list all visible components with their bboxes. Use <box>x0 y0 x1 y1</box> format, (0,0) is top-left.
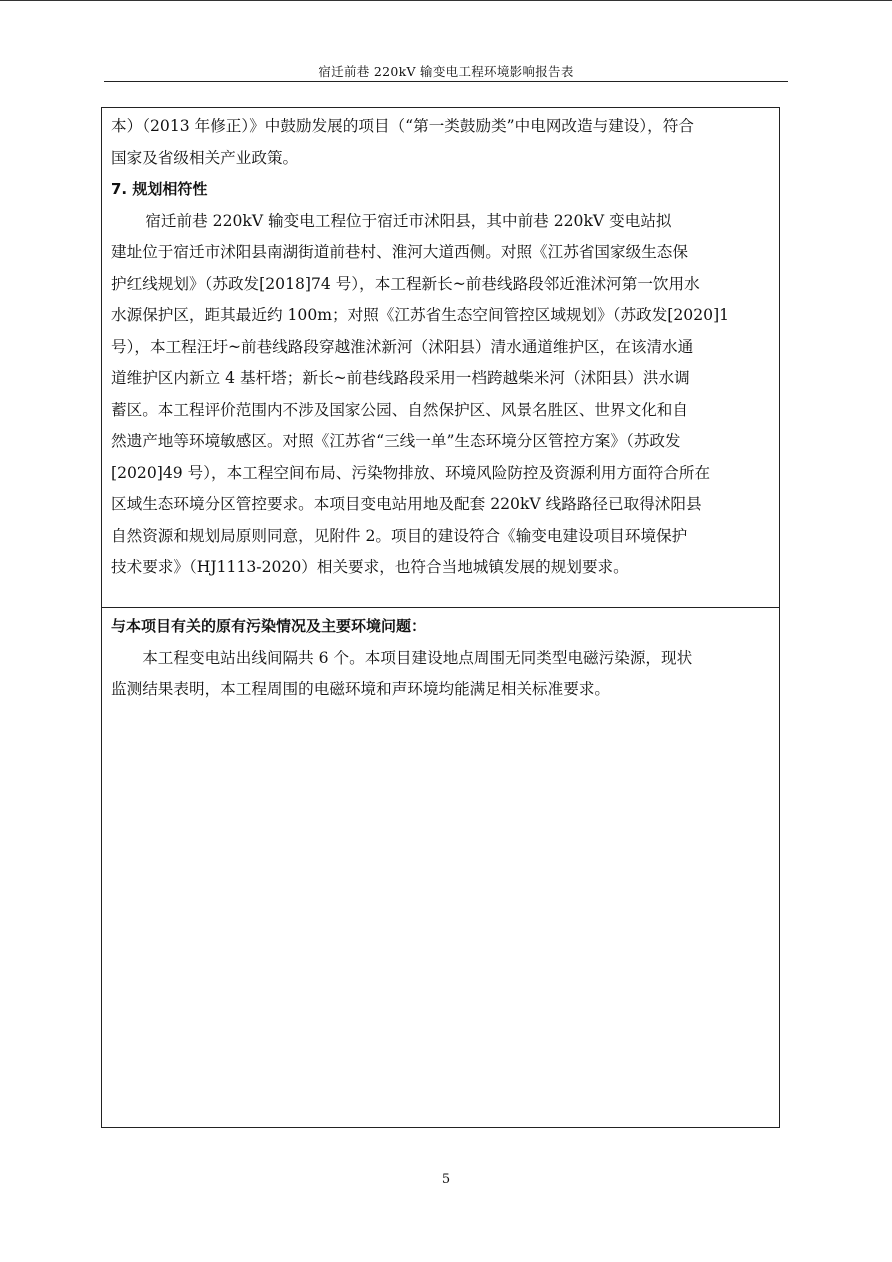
header-rule <box>104 81 788 82</box>
planning-para-line: 区域生态环境分区管控要求。本项目变电站用地及配套 220kV 线路路径已取得沭阳县 <box>111 495 702 513</box>
existing-pollution-heading: 与本项目有关的原有污染情况及主要环境问题： <box>111 617 427 635</box>
intro-line: 国家及省级相关产业政策。 <box>111 148 299 167</box>
planning-para-line: 宿迁前巷 220kV 输变电工程位于宿迁市沭阳县，其中前巷 220kV 变电站拟 <box>145 211 672 230</box>
planning-para-line: 水源保护区，距其最近约 100m；对照《江苏省生态空间管控区域规划》（苏政发[2020]1 <box>111 306 730 324</box>
intro-line: 本）（2013 年修正）》中鼓励发展的项目（“第一类鼓励类”中电网改造与建设），符合 <box>111 117 694 135</box>
policy-compliance-cell <box>101 107 780 608</box>
page-header-title: 宿迁前巷 220kV 输变电工程环境影响报告表 <box>318 64 574 79</box>
existing-pollution-cell <box>101 607 780 1128</box>
existing-pollution-para-line: 本工程变电站出线间隔共 6 个。本项目建设地点周围无同类型电磁污染源，现状 <box>142 648 693 667</box>
planning-para-line: 建址位于宿迁市沭阳县南湖街道前巷村、淮河大道西侧。对照《江苏省国家级生态保 <box>111 243 688 261</box>
planning-para-line: 护红线规划》（苏政发[2018]74 号），本工程新长~前巷线路段邻近淮沭河第一饮用水 <box>111 274 700 293</box>
planning-para-line: 号），本工程汪圩~前巷线路段穿越淮沭新河（沭阳县）清水通道维护区，在该清水通 <box>111 337 694 356</box>
existing-pollution-content <box>111 611 771 706</box>
page-number: 5 <box>441 1172 451 1187</box>
planning-heading: 7. 规划相符性 <box>111 180 208 198</box>
planning-para-line: 技术要求》（HJ1113-2020）相关要求，也符合当地城镇发展的规划要求。 <box>111 558 629 576</box>
page-top-border <box>0 0 892 1</box>
policy-compliance-content <box>111 111 771 584</box>
planning-para-line: 然遗产地等环境敏感区。对照《江苏省“三线一单”生态环境分区管控方案》（苏政发 <box>111 432 681 450</box>
planning-para-line: 蓄区。本工程评价范围内不涉及国家公园、自然保护区、风景名胜区、世界文化和自 <box>111 400 688 419</box>
existing-pollution-para-line: 监测结果表明，本工程周围的电磁环境和声环境均能满足相关标准要求。 <box>111 680 611 698</box>
planning-para-line: 自然资源和规划局原则同意，见附件 2。项目的建设符合《输变电建设项目环境保护 <box>111 526 688 545</box>
planning-para-line: 道维护区内新立 4 基杆塔；新长~前巷线路段采用一档跨越柴米河（沭阳县）洪水调 <box>111 369 690 387</box>
planning-para-line: [2020]49 号），本工程空间布局、污染物排放、环境风险防控及资源利用方面符合所在 <box>111 463 711 482</box>
